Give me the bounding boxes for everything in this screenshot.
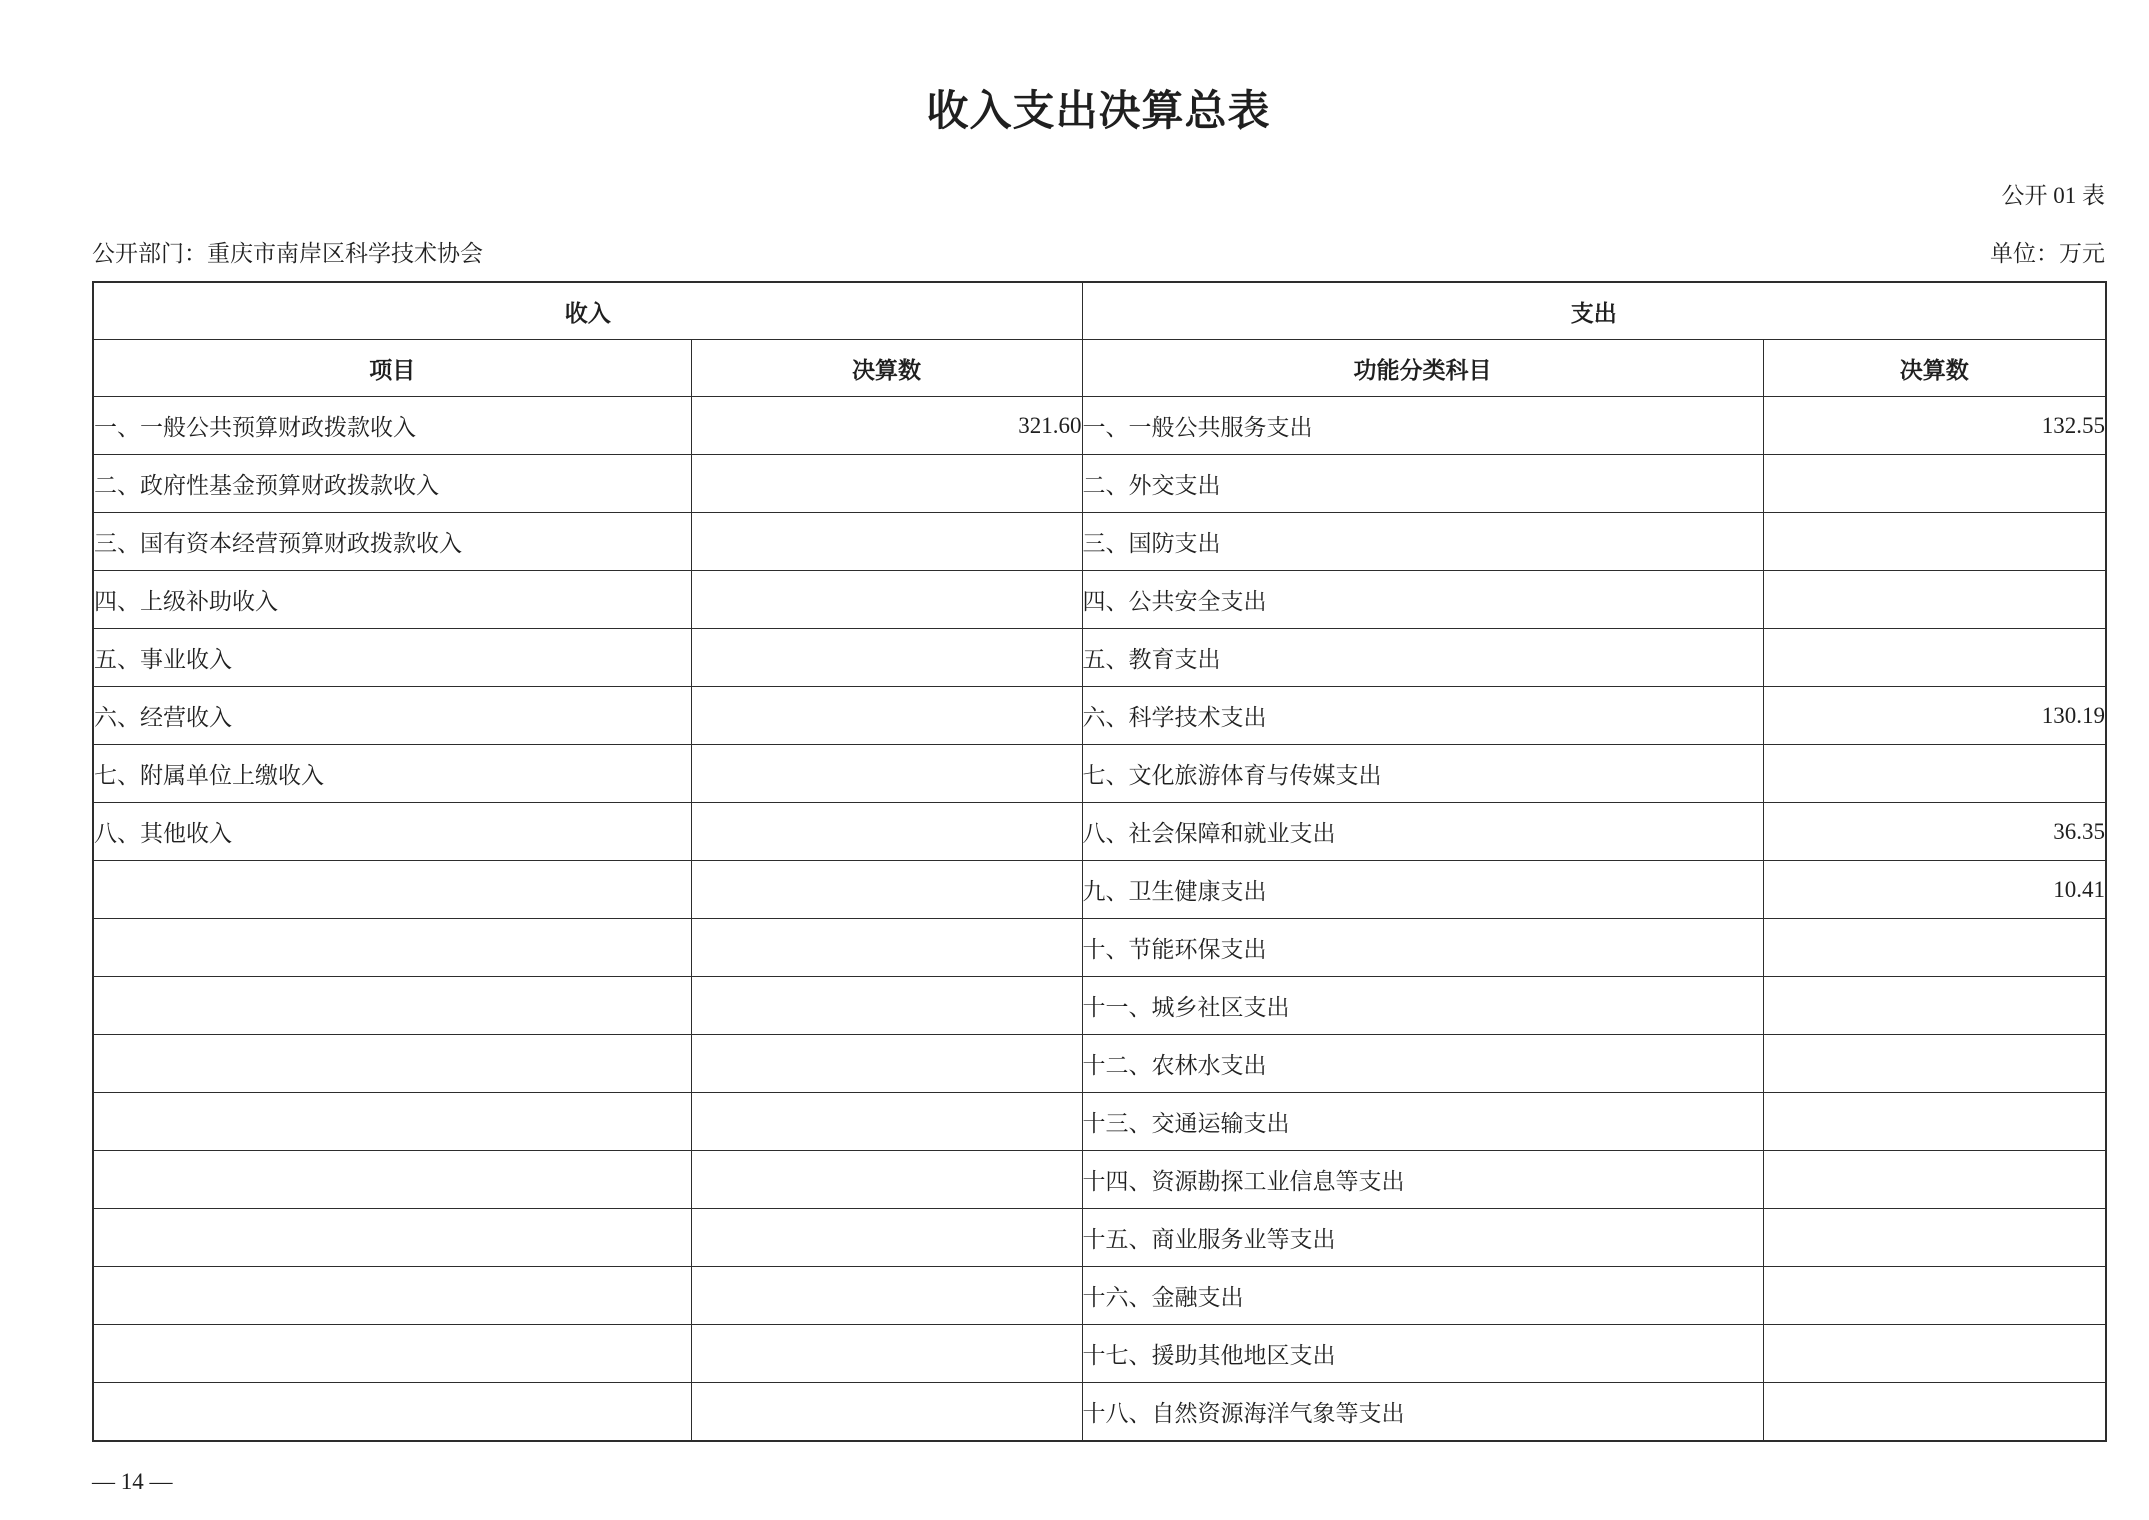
expense-item-cell: 十二、农林水支出 <box>1082 1035 1763 1093</box>
income-item-cell: 一、一般公共预算财政拨款收入 <box>93 397 691 455</box>
expense-amount-cell <box>1763 1035 2106 1093</box>
expense-item-cell: 八、社会保障和就业支出 <box>1082 803 1763 861</box>
income-amount-cell <box>691 1209 1082 1267</box>
expense-amount-cell <box>1763 1151 2106 1209</box>
table-row <box>93 861 2106 919</box>
expense-item-cell: 五、教育支出 <box>1082 629 1763 687</box>
income-amount-cell <box>691 629 1082 687</box>
income-item-cell <box>93 977 691 1035</box>
income-item-cell <box>93 1267 691 1325</box>
table-row <box>93 629 2106 687</box>
income-amount-cell <box>691 1325 1082 1383</box>
expense-amount-cell <box>1763 919 2106 977</box>
income-section-header: 收入 <box>93 282 1082 340</box>
expense-item-cell: 六、科学技术支出 <box>1082 687 1763 745</box>
table-row <box>93 455 2106 513</box>
table-row <box>93 1383 2106 1442</box>
expense-item-cell: 十、节能环保支出 <box>1082 919 1763 977</box>
income-item-cell <box>93 1325 691 1383</box>
income-item-cell: 五、事业收入 <box>93 629 691 687</box>
table-row <box>93 919 2106 977</box>
table-row <box>93 1035 2106 1093</box>
income-item-cell <box>93 861 691 919</box>
expense-item-cell: 十八、自然资源海洋气象等支出 <box>1082 1383 1763 1442</box>
expense-amount-cell <box>1763 745 2106 803</box>
table-row <box>93 397 2106 455</box>
income-item-cell: 三、国有资本经营预算财政拨款收入 <box>93 513 691 571</box>
expense-item-cell: 十一、城乡社区支出 <box>1082 977 1763 1035</box>
income-amount-cell <box>691 1383 1082 1442</box>
expense-amount-cell <box>1763 629 2106 687</box>
income-item-cell <box>93 1209 691 1267</box>
expense-amount-cell: 130.19 <box>1763 687 2106 745</box>
income-item-cell <box>93 1151 691 1209</box>
column-header-row <box>93 340 2106 397</box>
table-row <box>93 977 2106 1035</box>
expense-section-header: 支出 <box>1082 282 2106 340</box>
income-amount-cell <box>691 1267 1082 1325</box>
col-header-income-item: 项目 <box>93 340 691 397</box>
income-amount-cell <box>691 919 1082 977</box>
income-amount-cell: 321.60 <box>691 397 1082 455</box>
income-item-cell <box>93 1383 691 1442</box>
expense-amount-cell: 10.41 <box>1763 861 2106 919</box>
expense-amount-cell <box>1763 1325 2106 1383</box>
page-title: 收入支出决算总表 <box>926 89 1271 135</box>
table-row <box>93 1209 2106 1267</box>
meta-row <box>92 240 2105 268</box>
expense-amount-cell: 132.55 <box>1763 397 2106 455</box>
expense-item-cell: 四、公共安全支出 <box>1082 571 1763 629</box>
budget-summary-table <box>92 281 2107 1442</box>
page-number: — 14 — <box>92 1469 173 1494</box>
income-amount-cell <box>691 687 1082 745</box>
document-page <box>92 0 2105 1496</box>
income-amount-cell <box>691 455 1082 513</box>
section-header-row <box>93 282 2106 340</box>
expense-amount-cell <box>1763 571 2106 629</box>
table-row <box>93 745 2106 803</box>
table-row <box>93 1325 2106 1383</box>
col-header-expense-amount: 决算数 <box>1763 340 2106 397</box>
expense-amount-cell <box>1763 1209 2106 1267</box>
income-amount-cell <box>691 745 1082 803</box>
expense-item-cell: 十四、资源勘探工业信息等支出 <box>1082 1151 1763 1209</box>
table-row <box>93 571 2106 629</box>
income-amount-cell <box>691 861 1082 919</box>
income-item-cell: 八、其他收入 <box>93 803 691 861</box>
expense-amount-cell <box>1763 977 2106 1035</box>
expense-amount-cell <box>1763 1093 2106 1151</box>
income-item-cell: 六、经营收入 <box>93 687 691 745</box>
income-amount-cell <box>691 803 1082 861</box>
expense-item-cell: 十六、金融支出 <box>1082 1267 1763 1325</box>
expense-amount-cell: 36.35 <box>1763 803 2106 861</box>
income-amount-cell <box>691 571 1082 629</box>
table-row <box>93 1093 2106 1151</box>
expense-amount-cell <box>1763 455 2106 513</box>
expense-item-cell: 十七、援助其他地区支出 <box>1082 1325 1763 1383</box>
income-amount-cell <box>691 513 1082 571</box>
expense-amount-cell <box>1763 1267 2106 1325</box>
table-row <box>93 687 2106 745</box>
expense-item-cell: 九、卫生健康支出 <box>1082 861 1763 919</box>
expense-item-cell: 十五、商业服务业等支出 <box>1082 1209 1763 1267</box>
table-row <box>93 1267 2106 1325</box>
col-header-expense-item: 功能分类科目 <box>1082 340 1763 397</box>
unit-label: 单位：万元 <box>1990 241 2105 266</box>
expense-amount-cell <box>1763 513 2106 571</box>
table-code-label: 公开 01 表 <box>2001 183 2105 208</box>
income-amount-cell <box>691 1035 1082 1093</box>
income-amount-cell <box>691 1151 1082 1209</box>
income-item-cell <box>93 1035 691 1093</box>
expense-item-cell: 二、外交支出 <box>1082 455 1763 513</box>
income-item-cell <box>93 919 691 977</box>
department-label: 公开部门：重庆市南岸区科学技术协会 <box>92 241 483 266</box>
table-row <box>93 513 2106 571</box>
income-amount-cell <box>691 977 1082 1035</box>
expense-amount-cell <box>1763 1383 2106 1442</box>
income-item-cell <box>93 1093 691 1151</box>
expense-item-cell: 七、文化旅游体育与传媒支出 <box>1082 745 1763 803</box>
income-item-cell: 七、附属单位上缴收入 <box>93 745 691 803</box>
expense-item-cell: 一、一般公共服务支出 <box>1082 397 1763 455</box>
col-header-income-amount: 决算数 <box>691 340 1082 397</box>
income-item-cell: 二、政府性基金预算财政拨款收入 <box>93 455 691 513</box>
income-amount-cell <box>691 1093 1082 1151</box>
table-row <box>93 1151 2106 1209</box>
expense-item-cell: 三、国防支出 <box>1082 513 1763 571</box>
income-item-cell: 四、上级补助收入 <box>93 571 691 629</box>
table-row <box>93 803 2106 861</box>
expense-item-cell: 十三、交通运输支出 <box>1082 1093 1763 1151</box>
